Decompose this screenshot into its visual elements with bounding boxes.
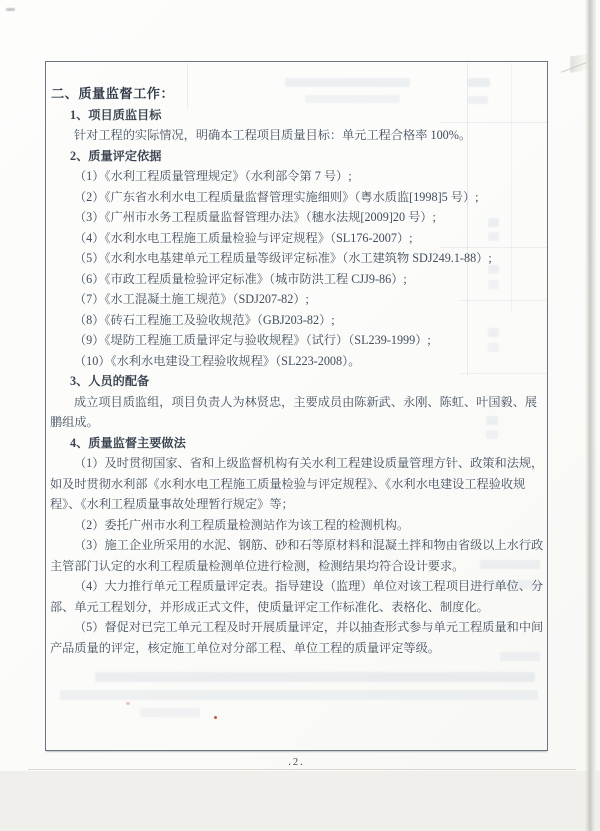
paragraph: （9）《堤防工程施工质量评定与验收规程》（试行）（SL239-1999）; (74, 333, 431, 347)
paragraph: （4）《水利水电工程施工质量检验与评定规程》（SL176-2007）; (74, 230, 413, 245)
paragraph: （6）《市政工程质量检验评定标准》（城市防洪工程 CJJ9-86）; (74, 271, 407, 286)
paragraph-subheading: 1、项目质监目标 (70, 107, 162, 122)
underlying-page-area (0, 771, 600, 831)
paragraph: （7）《水工混凝土施工规范》（SDJ207-82）; (74, 292, 309, 306)
paragraph: （1）及时贯彻国家、省和上级监督机构有关水利工程建设质量管理方针、政策和法规，如及时贯彻水利部《水利水电工程施工质量检验与评定规程》、《水利水电建设工程验收规程》、《水利工程质量事故处理暂行规定》等； (50, 456, 544, 511)
paragraph: （5）督促对已完工单元工程及时开展质量评定，并以抽查形式参与单元工程质量和中间产品质量的评定，核定施工单位对分部工程、单位工程的质量评定等级。 (50, 620, 544, 655)
document-content (50, 84, 547, 658)
paragraph-subheading: 3、人员的配备 (70, 374, 150, 388)
paragraph-subheading: 2、质量评定依据 (70, 148, 162, 163)
section-heading: 二、质量监督工作： (51, 86, 175, 101)
paragraph: （2）委托广州市水利工程质量检测站作为该工程的检测机构。 (74, 517, 410, 532)
paragraph: （3）施工企业所采用的水泥、钢筋、砂和石等原材料和混凝土拌和物由省级以上水行政主管部门认定的水利工程质量检测单位进行检测，检测结果均符合设计要求。 (50, 538, 544, 573)
paragraph-subheading: 4、质量监督主要做法 (70, 435, 186, 450)
paragraph: （8）《砖石工程施工及验收规范》（GBJ203-82）; (74, 312, 335, 327)
paragraph: 成立项目质监组，项目负责人为林贤忠，主要成员由陈新武、永刚、陈虹、叶国毅、展鹏组成。 (50, 394, 538, 429)
scan-speck (6, 8, 15, 11)
paragraph: （3）《广州市水务工程质量监督管理办法》（穗水法规[2009]20 号）; (74, 210, 436, 224)
paragraph: （2）《广东省水利水电工程质量监督管理实施细则》（粤水质监[1998]5 号）; (74, 189, 479, 204)
paragraph: （10）《水利水电建设工程验收规程》（SL223-2008）。 (74, 353, 361, 368)
paragraph: （5）《水利水电基建单元工程质量等级评定标准》（水工建筑物 SDJ249.1-88）; (74, 251, 492, 265)
paragraph: （4）大力推行单元工程质量评定表。指导建设（监理）单位对该工程项目进行单位、分部、单元工程划分，并形成正式文件，使质量评定工作标准化、表格化、制度化。 (50, 579, 544, 614)
page-number: .2. (288, 757, 305, 768)
paragraph: （1）《水利工程质量管理规定》（水利部令第 7 号）; (74, 169, 352, 183)
paragraph: 针对工程的实际情况，明确本工程项目质量目标：单元工程合格率 100%。 (74, 128, 472, 142)
underlying-page-edge (28, 769, 576, 770)
